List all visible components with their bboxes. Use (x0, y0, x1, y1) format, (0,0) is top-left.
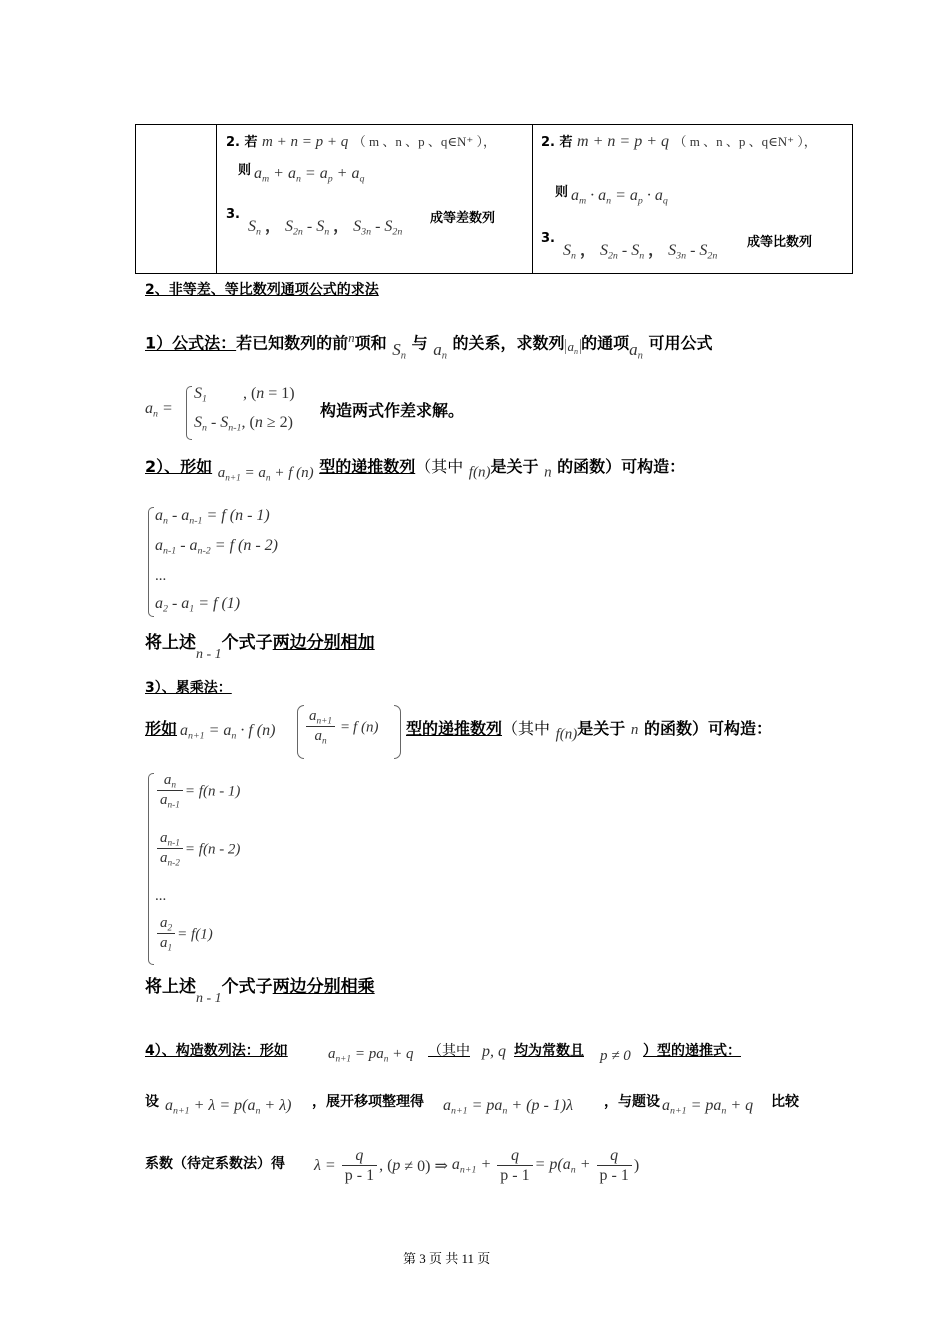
method2-ellipsis: ... (155, 568, 167, 584)
method3-fn: f(n) (555, 726, 578, 743)
method4-coef: 系数（待定系数法）得 (145, 1156, 285, 1172)
method3-text-b: （其中 (502, 719, 551, 738)
method3-brace (148, 773, 154, 965)
method3-label: 3）、累乘法： (145, 680, 232, 696)
section2-title: 2、非等差、等比数列通项公式的求法 (145, 282, 379, 298)
arith-item3-prefix: 3. (226, 207, 240, 222)
method3-line-b (406, 716, 772, 744)
method1-line: 1）公式法：若已知数列的前$^n$项和 $S_n$ 与 $a_n$ 的关系，求数列 $a_n$ 的通项$a_n$ 可用公式 (145, 330, 713, 362)
method3-ellipsis: ... (155, 888, 167, 904)
method3-line (145, 716, 177, 739)
geo-item2-cond: m + n = p + q (577, 133, 669, 150)
method1-text-a: 若已知数列的前 (236, 333, 349, 353)
method4-pq: p, q (482, 1043, 506, 1060)
arith-then: 则 (238, 163, 252, 178)
geo-item3-sums: $S_n$ ， $S_{2n} - S_n$ ， $S_{3n} - S_{2n}$ (563, 242, 718, 262)
page-footer: 第 3 页 共 11 页 (403, 1251, 491, 1266)
method2-line (145, 454, 685, 483)
method3-sum-line (145, 972, 375, 1007)
arith-item3-suffix: 成等差数列 (430, 211, 496, 226)
method4-pneq: p ≠ 0 (600, 1048, 631, 1064)
geo-item3-prefix: 3. (541, 231, 555, 246)
method2-label: 2）、形如 (145, 457, 213, 476)
method3-eq1: $\frac{a_n}{a_{n-1}}$ = f(n - 1) (155, 772, 240, 812)
method3-ratio: $\frac{a_{n+1}}{a_n}$ = f (n) (304, 708, 378, 748)
method2-n: n (544, 464, 552, 481)
method1-case2: $S_n - S_{n-1}$, (n ≥ 2) (194, 414, 293, 434)
geo-item2-line (541, 131, 817, 151)
method2-formula: $a_{n+1} = a_n + f$ (n) (217, 464, 314, 483)
method3-eq4: $\frac{a_2}{a_1}$ = f(1) (155, 915, 213, 955)
method2-eq2: $a_{n-1} - a_{n-2} = f$ (n - 2) (155, 537, 278, 557)
method2-sum-a: 将上述 (145, 633, 196, 653)
method1-text-d: 的关系，求数列 (452, 333, 565, 353)
method3-type: 型的递推数列 (406, 719, 503, 738)
method2-text-c: 的函数）可构造： (557, 457, 686, 476)
method1-text-f: 可用公式 (648, 333, 713, 353)
table-empty-cell (136, 125, 217, 273)
method2-eq1: $a_n - a_{n-1} = f$ (n - 1) (155, 507, 270, 527)
geo-item2-set: （ m 、n 、p 、q∈N⁺ ）， (673, 134, 817, 149)
method4-compare-b: 比较 (771, 1094, 799, 1110)
method4-expand: ，展开移项整理得 (312, 1094, 424, 1110)
method3-text-c: 是关于 (577, 719, 626, 738)
geo-item2-result: $a_m \cdot a_n = a_p \cdot a_q$ (571, 187, 668, 207)
method3-eq2: $\frac{a_{n-1}}{a_{n-2}}$ = f(n - 2) (155, 830, 240, 870)
method4-text-a: （其中 (428, 1043, 470, 1059)
method2-sum-c: 两边分别相加 (272, 633, 375, 653)
method4-text-b: 均为常数且 (514, 1043, 584, 1059)
geo-item2-prefix: 2. 若 (541, 135, 573, 150)
method3-paren-left (297, 705, 304, 759)
method3-formula: $a_{n+1} = a_n \cdot f$ (n) (180, 722, 276, 742)
method2-sum-b: 个式子 (221, 633, 273, 653)
method1-text-b: 项和 (354, 333, 387, 353)
geo-item3-suffix: 成等比数列 (747, 235, 813, 250)
method3-text-a: 形如 (145, 719, 178, 738)
method4-compare-formula: $a_{n+1} = pa_n + q$ (662, 1097, 754, 1117)
arith-item2-prefix: 2. 若 (226, 135, 258, 150)
method2-text-a: （其中 (415, 457, 464, 476)
method1-an-eq: $a_n$ = (145, 400, 173, 420)
arith-item2-cond: m + n = p + q (262, 134, 349, 150)
method1-after: 构造两式作差求解。 (320, 401, 465, 420)
method4-result: λ = $\frac{q}{p - 1}$ , (p ≠ 0) ⇒ $a_{n+1}$ + $\frac{q}{p - 1}$ = $p(a_n$ + $\frac{q}{p - 1}$ ) (314, 1147, 640, 1184)
method4-expand-formula: $a_{n+1} = pa_n + (p - 1)\lambda$ (443, 1097, 574, 1117)
arith-item3-sums: $S_n$ ， $S_{2n} - S_n$ ， $S_{3n} - S_{2n}$ (248, 218, 403, 238)
arithmetic-properties-cell (216, 125, 533, 273)
geo-then-line (555, 181, 568, 200)
method1-n: n (348, 330, 355, 345)
geo-then: 则 (555, 185, 569, 200)
method3-n: n (630, 722, 639, 738)
method3-sum-b: 个式子 (221, 977, 273, 997)
arith-item2-result: $a_m + a_n = a_p + a_q$ (254, 165, 365, 185)
method2-sum-line (145, 628, 375, 663)
method1-text-c: 与 (411, 333, 428, 353)
method2-n-minus-1: n - 1 (196, 646, 222, 662)
method4-formula: $a_{n+1} = pa_n + q$ (328, 1046, 414, 1065)
method3-text-d: 的函数）可构造： (643, 719, 772, 738)
method3-n-minus-1: n - 1 (196, 990, 222, 1006)
method4-label: 4）、构造数列法：形如 (145, 1043, 288, 1059)
method2-eq4: $a_2 - a_1 = f$ (1) (155, 595, 241, 615)
arith-item2-line (226, 131, 496, 151)
method2-brace (148, 507, 154, 617)
method4-set: 设 (145, 1094, 159, 1110)
method2-fn: f(n) (468, 464, 491, 481)
arith-then-line (238, 159, 251, 178)
method3-paren-right (394, 705, 401, 759)
method1-text-e: 的通项 (581, 333, 630, 353)
method1-case1: $S_1$ , (n = 1) (194, 385, 295, 405)
arith-item2-set: （ m 、n 、p 、q∈N⁺ ）， (352, 134, 497, 149)
method3-sum-c: 两边分别相乘 (272, 977, 375, 997)
method2-type: 型的递推数列 (319, 457, 416, 476)
method4-compare: ，与题设 (604, 1094, 660, 1110)
method4-set-formula: $a_{n+1} + \lambda = p(a_n + \lambda)$ (165, 1097, 292, 1117)
properties-table (135, 124, 853, 274)
method1-brace (186, 386, 192, 440)
method3-sum-a: 将上述 (145, 977, 196, 997)
method4-text-c: ）型的递推式： (643, 1043, 741, 1059)
geometric-properties-cell (533, 125, 853, 273)
method2-text-b: 是关于 (490, 457, 539, 476)
method1-label: 1）公式法： (145, 333, 237, 353)
